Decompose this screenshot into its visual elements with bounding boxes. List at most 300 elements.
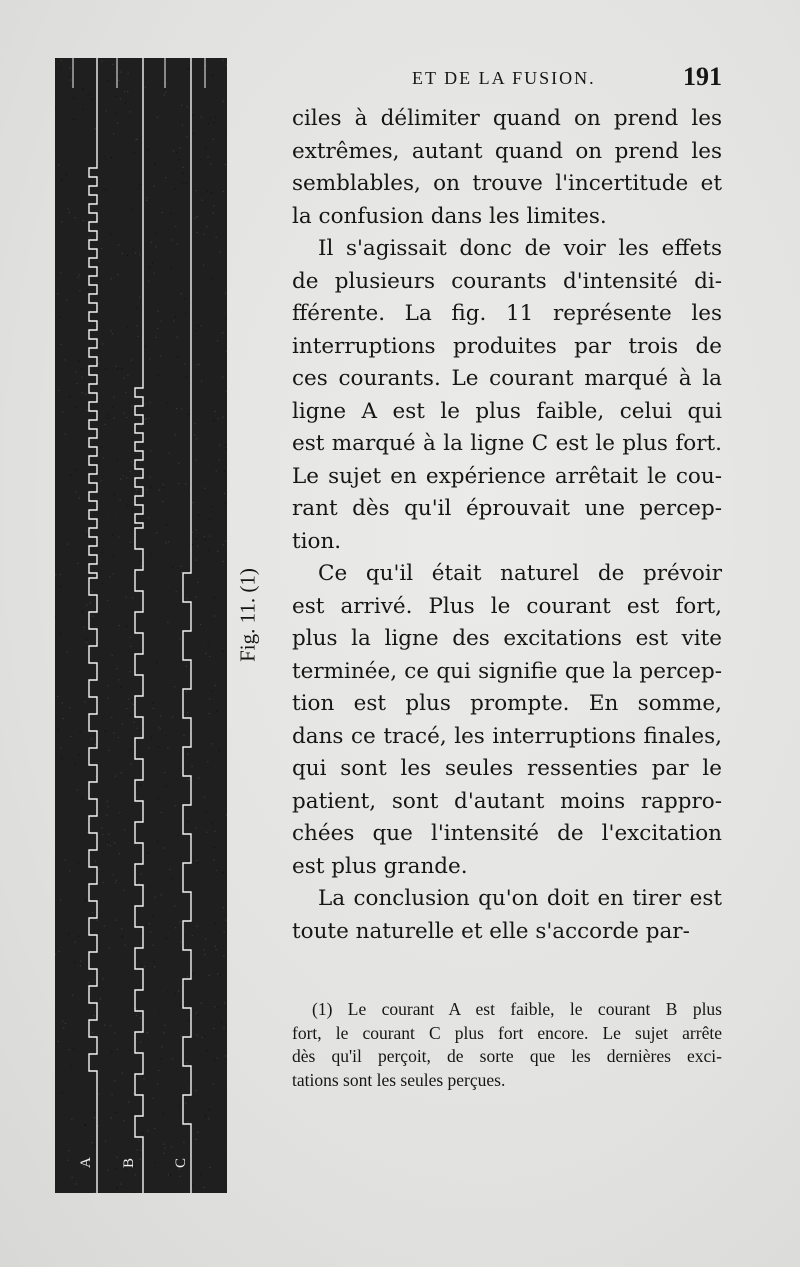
grain-dot: [136, 307, 137, 308]
grain-dot: [196, 364, 197, 365]
grain-dot: [136, 139, 137, 140]
grain-dot: [181, 293, 182, 294]
grain-dot: [95, 128, 96, 129]
grain-dot: [150, 932, 151, 933]
grain-dot: [192, 973, 193, 974]
grain-dot: [223, 907, 224, 908]
grain-dot: [140, 933, 141, 934]
grain-dot: [173, 150, 174, 151]
grain-dot: [62, 411, 63, 412]
grain-dot: [153, 708, 154, 709]
grain-dot: [154, 966, 155, 967]
grain-dot: [179, 1005, 180, 1006]
grain-dot: [60, 344, 61, 345]
grain-dot: [148, 517, 149, 518]
grain-dot: [132, 248, 133, 249]
grain-dot: [167, 402, 168, 403]
grain-dot: [133, 704, 134, 705]
grain-dot: [195, 530, 196, 531]
grain-dot: [214, 597, 215, 598]
grain-dot: [209, 536, 210, 537]
grain-dot: [116, 1112, 117, 1113]
grain-dot: [119, 625, 120, 626]
grain-dot: [61, 757, 62, 758]
grain-dot: [163, 847, 164, 848]
page-number: 191: [683, 62, 722, 91]
grain-dot: [224, 503, 225, 504]
grain-dot: [130, 542, 131, 543]
grain-dot: [80, 961, 81, 962]
grain-dot: [130, 637, 131, 638]
grain-dot: [82, 109, 83, 110]
grain-dot: [172, 716, 173, 717]
text-line: ciles à délimiter quand on prend les: [292, 106, 722, 131]
grain-dot: [169, 869, 170, 870]
grain-dot: [216, 710, 217, 711]
grain-dot: [164, 1032, 165, 1033]
grain-dot: [224, 493, 225, 494]
grain-dot: [142, 1132, 143, 1133]
grain-dot: [178, 483, 179, 484]
grain-dot: [210, 118, 211, 119]
grain-dot: [188, 779, 189, 780]
grain-dot: [94, 1146, 95, 1147]
grain-dot: [71, 1066, 72, 1067]
grain-dot: [182, 182, 183, 183]
grain-dot: [163, 484, 164, 485]
grain-dot: [215, 923, 216, 924]
footnote-line: (1) Le courant A est faible, le courant B plus: [312, 999, 722, 1019]
grain-dot: [225, 920, 226, 921]
grain-dot: [209, 1167, 210, 1168]
grain-dot: [226, 448, 227, 449]
grain-dot: [160, 728, 161, 729]
grain-dot: [218, 750, 219, 751]
grain-dot: [187, 753, 188, 754]
grain-dot: [134, 722, 135, 723]
grain-dot: [122, 936, 123, 937]
grain-dot: [139, 547, 140, 548]
grain-dot: [111, 1052, 112, 1053]
grain-dot: [201, 381, 202, 382]
grain-dot: [166, 735, 167, 736]
grain-dot: [79, 497, 80, 498]
grain-dot: [204, 1036, 205, 1037]
grain-dot: [140, 1041, 141, 1042]
grain-dot: [118, 737, 119, 738]
grain-dot: [69, 76, 70, 77]
grain-dot: [196, 1035, 197, 1036]
grain-dot: [57, 293, 58, 294]
running-title: ET DE LA FUSION.: [412, 68, 596, 88]
grain-dot: [202, 1037, 203, 1038]
grain-dot: [132, 598, 133, 599]
grain-dot: [120, 499, 121, 500]
grain-dot: [199, 159, 200, 160]
grain-dot: [161, 212, 162, 213]
grain-dot: [124, 890, 125, 891]
figure-caption-text: Fig. 11. (1): [235, 568, 260, 662]
grain-dot: [91, 739, 92, 740]
grain-dot: [112, 407, 113, 408]
grain-dot: [108, 417, 109, 418]
grain-dot: [127, 505, 128, 506]
grain-dot: [119, 853, 120, 854]
grain-dot: [130, 646, 131, 647]
grain-dot: [105, 110, 106, 111]
grain-dot: [59, 951, 60, 952]
grain-dot: [165, 177, 166, 178]
grain-dot: [149, 923, 150, 924]
grain-dot: [139, 1075, 140, 1076]
grain-dot: [167, 747, 168, 748]
grain-dot: [170, 213, 171, 214]
grain-dot: [115, 776, 116, 777]
grain-dot: [82, 88, 83, 89]
grain-dot: [204, 536, 205, 537]
grain-dot: [168, 1174, 169, 1175]
text-line: plus la ligne des excitations est vite: [292, 626, 722, 651]
grain-dot: [73, 98, 74, 99]
grain-dot: [181, 105, 182, 106]
grain-dot: [146, 197, 147, 198]
grain-dot: [58, 165, 59, 166]
grain-dot: [163, 487, 164, 488]
grain-dot: [211, 506, 212, 507]
grain-dot: [197, 546, 198, 547]
grain-dot: [188, 68, 189, 69]
grain-dot: [167, 991, 168, 992]
grain-dot: [138, 336, 139, 337]
grain-dot: [55, 954, 56, 955]
trace-label-a: A: [78, 1157, 94, 1168]
grain-dot: [150, 450, 151, 451]
grain-dot: [164, 1144, 165, 1145]
grain-dot: [225, 1055, 226, 1056]
grain-dot: [153, 961, 154, 962]
grain-dot: [112, 333, 113, 334]
grain-dot: [86, 604, 87, 605]
grain-dot: [171, 877, 172, 878]
grain-dot: [144, 346, 145, 347]
grain-dot: [98, 1126, 99, 1127]
grain-dot: [75, 492, 76, 493]
grain-dot: [103, 978, 104, 979]
grain-dot: [92, 1142, 93, 1143]
grain-dot: [192, 544, 193, 545]
grain-dot: [187, 976, 188, 977]
grain-dot: [94, 1117, 95, 1118]
grain-dot: [196, 438, 197, 439]
grain-dot: [145, 87, 146, 88]
grain-dot: [75, 217, 76, 218]
grain-dot: [202, 200, 203, 201]
grain-dot: [161, 1046, 162, 1047]
grain-dot: [83, 220, 84, 221]
grain-dot: [194, 435, 195, 436]
grain-dot: [226, 391, 227, 392]
grain-dot: [174, 805, 175, 806]
grain-dot: [205, 653, 206, 654]
grain-dot: [117, 1188, 118, 1189]
grain-dot: [139, 184, 140, 185]
figure-11-svg: [55, 58, 227, 1193]
grain-dot: [69, 1049, 70, 1050]
grain-dot: [112, 1094, 113, 1095]
grain-dot: [185, 1103, 186, 1104]
grain-dot: [209, 656, 210, 657]
grain-dot: [174, 686, 175, 687]
grain-dot: [137, 1150, 138, 1151]
grain-dot: [105, 731, 106, 732]
grain-dot: [192, 935, 193, 936]
grain-dot: [111, 1117, 112, 1118]
grain-dot: [177, 244, 178, 245]
grain-dot: [84, 701, 85, 702]
grain-dot: [164, 1025, 165, 1026]
text-line: de plusieurs courants d'intensité di-: [292, 268, 722, 294]
grain-dot: [176, 408, 177, 409]
grain-dot: [131, 461, 132, 462]
grain-dot: [151, 242, 152, 243]
grain-dot: [176, 337, 177, 338]
grain-dot: [70, 475, 71, 476]
grain-dot: [113, 418, 114, 419]
grain-dot: [104, 424, 105, 425]
grain-dot: [149, 267, 150, 268]
grain-dot: [131, 699, 132, 700]
grain-dot: [73, 1049, 74, 1050]
grain-dot: [166, 542, 167, 543]
text-line: tion.: [292, 528, 342, 554]
grain-dot: [127, 327, 128, 328]
grain-dot: [64, 359, 65, 360]
text-line: Il s'agissait donc de voir les effets: [318, 236, 722, 261]
grain-dot: [158, 375, 159, 376]
grain-dot: [165, 1147, 166, 1148]
grain-dot: [216, 870, 217, 871]
grain-dot: [65, 1023, 66, 1024]
grain-dot: [122, 253, 123, 254]
grain-dot: [203, 265, 204, 266]
grain-dot: [109, 576, 110, 577]
grain-dot: [86, 530, 87, 531]
grain-dot: [117, 274, 118, 275]
grain-dot: [147, 1032, 148, 1033]
grain-dot: [213, 139, 214, 140]
grain-dot: [214, 831, 215, 832]
grain-dot: [214, 847, 215, 848]
grain-dot: [86, 410, 87, 411]
grain-dot: [112, 535, 113, 536]
grain-dot: [211, 277, 212, 278]
grain-dot: [216, 470, 217, 471]
grain-dot: [204, 488, 205, 489]
grain-dot: [108, 834, 109, 835]
grain-dot: [166, 524, 167, 525]
grain-dot: [178, 835, 179, 836]
grain-dot: [105, 1141, 106, 1142]
footnote: [292, 998, 722, 1092]
grain-dot: [93, 1015, 94, 1016]
grain-dot: [75, 941, 76, 942]
text-line: est arrivé. Plus le courant est fort,: [292, 593, 722, 619]
grain-dot: [127, 255, 128, 256]
text-line: semblables, on trouve l'incertitude et: [292, 171, 722, 196]
grain-dot: [153, 185, 154, 186]
grain-dot: [111, 717, 112, 718]
grain-dot: [226, 317, 227, 318]
grain-dot: [153, 1098, 154, 1099]
grain-dot: [120, 71, 121, 72]
grain-dot: [151, 486, 152, 487]
grain-dot: [85, 1125, 86, 1126]
grain-dot: [116, 113, 117, 114]
grain-dot: [176, 591, 177, 592]
grain-dot: [212, 75, 213, 76]
grain-dot: [211, 690, 212, 691]
grain-dot: [195, 190, 196, 191]
grain-dot: [176, 152, 177, 153]
grain-dot: [178, 463, 179, 464]
grain-dot: [147, 852, 148, 853]
grain-dot: [226, 814, 227, 815]
grain-dot: [132, 509, 133, 510]
grain-dot: [163, 1113, 164, 1114]
grain-dot: [153, 273, 154, 274]
grain-dot: [77, 277, 78, 278]
grain-dot: [135, 493, 136, 494]
grain-dot: [89, 94, 90, 95]
footnote-line: dès qu'il perçoit, de sorte que les dernières exci-: [292, 1046, 722, 1066]
paragraph: [292, 883, 722, 948]
grain-dot: [71, 1119, 72, 1120]
grain-dot: [206, 1050, 207, 1051]
grain-dot: [94, 1192, 95, 1193]
grain-dot: [77, 563, 78, 564]
grain-dot: [219, 445, 220, 446]
grain-dot: [129, 1050, 130, 1051]
grain-dot: [139, 297, 140, 298]
grain-dot: [117, 1049, 118, 1050]
grain-dot: [175, 316, 176, 317]
grain-dot: [83, 627, 84, 628]
grain-dot: [135, 1174, 136, 1175]
grain-dot: [161, 321, 162, 322]
grain-dot: [150, 476, 151, 477]
grain-dot: [222, 872, 223, 873]
grain-dot: [121, 368, 122, 369]
grain-dot: [88, 982, 89, 983]
grain-dot: [217, 551, 218, 552]
grain-dot: [128, 1102, 129, 1103]
grain-dot: [57, 696, 58, 697]
grain-dot: [158, 726, 159, 727]
grain-dot: [195, 423, 196, 424]
grain-dot: [103, 871, 104, 872]
grain-dot: [197, 216, 198, 217]
grain-dot: [137, 728, 138, 729]
grain-dot: [61, 221, 62, 222]
grain-dot: [76, 407, 77, 408]
grain-dot: [208, 975, 209, 976]
grain-dot: [126, 626, 127, 627]
grain-dot: [208, 642, 209, 643]
grain-dot: [178, 991, 179, 992]
grain-dot: [58, 390, 59, 391]
grain-dot: [123, 475, 124, 476]
grain-dot: [60, 747, 61, 748]
grain-dot: [222, 376, 223, 377]
grain-dot: [182, 125, 183, 126]
grain-dot: [217, 1007, 218, 1008]
grain-dot: [113, 134, 114, 135]
grain-dot: [205, 938, 206, 939]
grain-dot: [124, 945, 125, 946]
grain-dot: [162, 501, 163, 502]
grain-dot: [69, 396, 70, 397]
text-line: qui sont les seules ressenties par le: [292, 756, 722, 781]
grain-dot: [222, 417, 223, 418]
grain-dot: [219, 460, 220, 461]
grain-dot: [156, 246, 157, 247]
grain-dot: [197, 862, 198, 863]
grain-dot: [115, 920, 116, 921]
grain-dot: [148, 747, 149, 748]
grain-dot: [187, 598, 188, 599]
grain-dot: [153, 916, 154, 917]
grain-dot: [140, 1017, 141, 1018]
grain-dot: [70, 79, 71, 80]
grain-dot: [124, 413, 125, 414]
grain-dot: [195, 459, 196, 460]
text-line: la confusion dans les limites.: [292, 203, 607, 229]
grain-dot: [164, 1153, 165, 1154]
grain-dot: [223, 101, 224, 102]
grain-dot: [169, 452, 170, 453]
grain-dot: [79, 754, 80, 755]
grain-dot: [115, 882, 116, 883]
grain-dot: [119, 812, 120, 813]
grain-dot: [211, 743, 212, 744]
grain-dot: [82, 376, 83, 377]
grain-dot: [218, 418, 219, 419]
text-line: La conclusion qu'on doit en tirer est: [318, 886, 722, 911]
grain-dot: [187, 712, 188, 713]
grain-dot: [175, 188, 176, 189]
grain-dot: [215, 949, 216, 950]
grain-dot: [154, 1128, 155, 1129]
grain-dot: [223, 1027, 224, 1028]
grain-dot: [116, 366, 117, 367]
grain-dot: [103, 457, 104, 458]
grain-dot: [117, 76, 118, 77]
grain-dot: [121, 813, 122, 814]
grain-dot: [181, 408, 182, 409]
grain-dot: [141, 965, 142, 966]
grain-dot: [113, 397, 114, 398]
grain-dot: [101, 60, 102, 61]
grain-dot: [198, 515, 199, 516]
grain-dot: [144, 966, 145, 967]
grain-dot: [61, 68, 62, 69]
text-line: est plus grande.: [292, 853, 468, 879]
footnote-line: tations sont les seules perçues.: [292, 1069, 506, 1090]
grain-dot: [209, 699, 210, 700]
grain-dot: [193, 502, 194, 503]
grain-dot: [141, 425, 142, 426]
grain-dot: [183, 735, 184, 736]
